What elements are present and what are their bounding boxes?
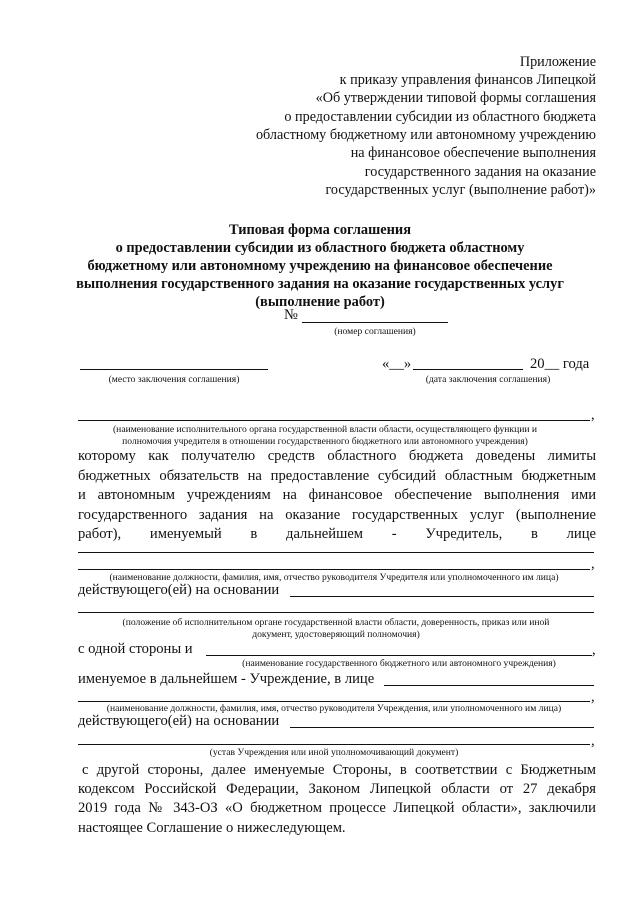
one-side-label: с одной стороны и bbox=[78, 641, 193, 657]
title-line: (выполнение работ) bbox=[255, 294, 385, 310]
header-line: областному бюджетному или автономному учреждению bbox=[255, 127, 596, 143]
paragraph-line: государственного задания на оказание государственных услуг (выполнение bbox=[78, 507, 596, 523]
header-line: «Об утверждении типовой формы соглашения bbox=[315, 90, 596, 106]
comma: , bbox=[591, 733, 595, 749]
founder-basis-field[interactable] bbox=[290, 596, 594, 597]
date-caption: (дата заключения соглашения) bbox=[425, 374, 551, 385]
paragraph-line: кодексом Российской Федерации, Законом Липецкой области от 27 декабря bbox=[78, 781, 596, 797]
founder-org-caption: (наименование исполнительного органа государственной власти области, осуществляющего функции и bbox=[112, 424, 538, 435]
founder-basis-field[interactable] bbox=[78, 612, 594, 613]
date-day[interactable]: «__» bbox=[382, 356, 412, 372]
basis-label: действующего(ей) на основании bbox=[78, 582, 280, 598]
institution-basis-field[interactable] bbox=[290, 727, 594, 728]
founder-rep-caption: (наименование должности, фамилия, имя, отчество руководителя Учредителя или уполномоченного им лица) bbox=[109, 572, 559, 583]
comma: , bbox=[591, 407, 595, 423]
institution-basis-caption: (устав Учреждения или иной уполномочивающий документ) bbox=[209, 747, 459, 758]
place-field[interactable] bbox=[80, 369, 268, 370]
founder-rep-field[interactable] bbox=[78, 552, 594, 553]
basis-label: действующего(ей) на основании bbox=[78, 713, 280, 729]
title-line: бюджетному или автономному учреждению на финансовое обеспечение bbox=[87, 258, 553, 274]
institution-rep-field[interactable] bbox=[384, 685, 594, 686]
institution-rep-caption: (наименование должности, фамилия, имя, отчество руководителя Учреждения, или уполномоченного им лица) bbox=[106, 703, 562, 714]
header-line: государственных услуг (выполнение работ)» bbox=[325, 182, 596, 198]
paragraph-line: которому как получателю средств областного бюджета доведены лимиты bbox=[78, 448, 596, 464]
title-line: выполнения государственного задания на оказание государственных услуг bbox=[76, 276, 564, 292]
institution-basis-field[interactable] bbox=[78, 744, 590, 745]
basis-caption: документ, удостоверяющий полномочия) bbox=[252, 629, 420, 640]
institution-label: именуемое в дальнейшем - Учреждение, в лице bbox=[78, 671, 375, 687]
header-line: государственного задания на оказание bbox=[364, 164, 596, 180]
number-caption: (номер соглашения) bbox=[334, 326, 416, 337]
paragraph-line: с другой стороны, далее именуемые Стороны, в соответствии с Бюджетным bbox=[82, 762, 596, 778]
number-prefix: № bbox=[284, 307, 298, 323]
header-line: к приказу управления финансов Липецкой bbox=[339, 72, 596, 88]
paragraph-line: работ), именуемый в дальнейшем - Учредитель, в лице bbox=[78, 526, 596, 542]
founder-org-field[interactable] bbox=[78, 420, 590, 421]
comma: , bbox=[591, 556, 595, 572]
number-field[interactable] bbox=[302, 322, 448, 323]
place-caption: (место заключения соглашения) bbox=[108, 374, 240, 385]
paragraph-line: 2019 года № 343-ОЗ «О бюджетном процессе Липецкой области», заключили bbox=[78, 800, 596, 816]
paragraph-line: настоящее Соглашение о нижеследующем. bbox=[78, 820, 346, 836]
institution-rep-field[interactable] bbox=[78, 701, 590, 702]
institution-name-field[interactable] bbox=[206, 655, 592, 656]
header-line: о предоставлении субсидии из областного бюджета bbox=[284, 109, 596, 125]
paragraph-line: бюджетных обязательств на предоставление субсидий областным бюджетным bbox=[78, 468, 596, 484]
institution-name-caption: (наименование государственного бюджетного или автономного учреждения) bbox=[242, 658, 556, 669]
comma: , bbox=[591, 689, 595, 705]
title-line: Типовая форма соглашения bbox=[228, 222, 411, 238]
founder-org-caption: полномочия учредителя в отношении государственного бюджетного или автономного учреждения) bbox=[122, 436, 528, 447]
founder-rep-field[interactable] bbox=[78, 569, 590, 570]
header-line: на финансовое обеспечение выполнения bbox=[350, 145, 596, 161]
date-year[interactable]: 20__ года bbox=[530, 356, 590, 372]
comma: , bbox=[592, 642, 596, 658]
paragraph-line: и автономным учреждениям на финансовое обеспечение выполнения ими bbox=[78, 487, 596, 503]
header-line: Приложение bbox=[519, 54, 596, 70]
title-line: о предоставлении субсидии из областного бюджета областному bbox=[115, 240, 525, 256]
basis-caption: (положение об исполнительном органе государственной власти области, доверенность, приказ или иной bbox=[122, 617, 550, 628]
date-month-field[interactable] bbox=[413, 369, 523, 370]
